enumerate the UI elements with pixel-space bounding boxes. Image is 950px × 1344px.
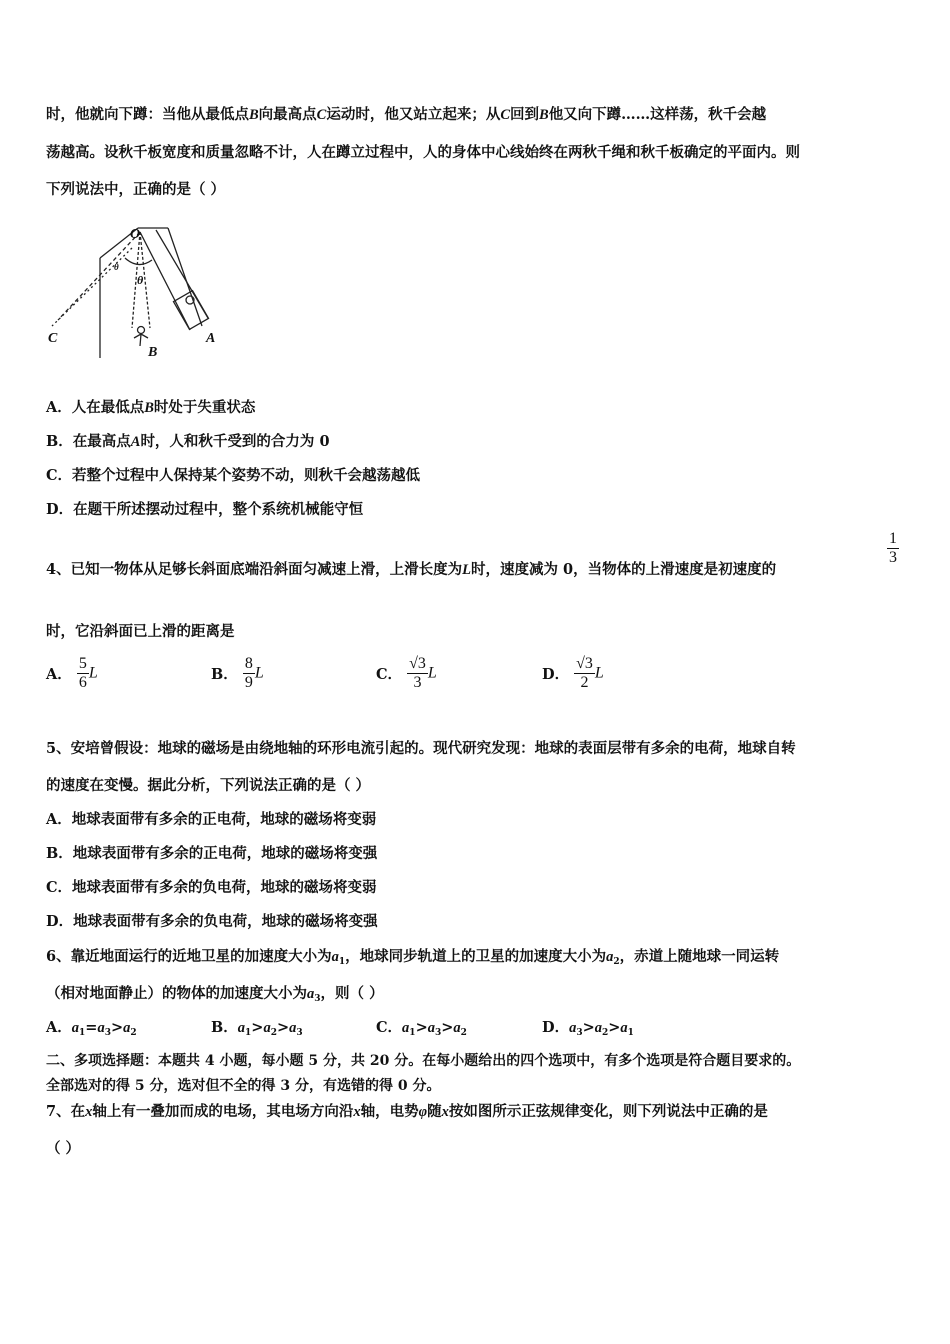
q3-stem-line3: 下列说法中，正确的是（ ） [46, 181, 226, 198]
q5-option-a: A．地球表面带有多余的正电荷，地球的磁场将变弱 [46, 811, 377, 828]
q4-option-c: C． $\frac{√3}{3}$ L [376, 655, 437, 691]
q4-stem-line2: 时，它沿斜面已上滑的距离是 [46, 623, 235, 640]
q3-option-a: A．人在最低点B时处于失重状态 [46, 399, 256, 416]
q6-stem-line1: 6、靠近地面运行的近地卫星的加速度大小为$a_1$，地球同步轨道上的卫星的加速度大小为$a_2$，赤道上随地球一同运转 [46, 948, 780, 967]
q3-option-c: C．若整个过程中人保持某个姿势不动，则秋千会越荡越低 [46, 467, 421, 484]
q6-option-c: C．$a_1>a_3>a_2$ [376, 1019, 467, 1038]
q4-option-a: A． $\frac{5}{6}$ L [46, 655, 98, 691]
person-b-head [138, 327, 145, 334]
label-a: A [206, 331, 216, 346]
label-angle-small: θ [114, 262, 119, 272]
q6-option-b: B．$a_1>a_2>a_3$ [211, 1019, 303, 1038]
rope-a1 [140, 232, 190, 330]
q5-option-c: C．地球表面带有多余的负电荷，地球的磁场将变弱 [46, 879, 377, 896]
q5-option-d: D．地球表面带有多余的负电荷，地球的磁场将变强 [46, 913, 378, 930]
label-theta: θ [137, 273, 144, 287]
q6-option-d: D．$a_3>a_2>a_1$ [542, 1019, 634, 1038]
label-b: B [148, 345, 158, 360]
q5-option-b: B．地球表面带有多余的正电荷，地球的磁场将变强 [46, 845, 378, 862]
q7-stem-line1: 7、在x轴上有一叠加而成的电场，其电场方向沿x轴，电势φ随x按如图所示正弦规律变化，则下列说法中正确的是 [46, 1103, 768, 1120]
q3-option-b: B．在最高点A时，人和秋千受到的合力为 0 [46, 433, 330, 450]
q6-stem-line2: （相对地面静止）的物体的加速度大小为$a_3$，则（ ） [46, 985, 384, 1004]
person-b-body [134, 334, 148, 346]
rope-c1 [58, 232, 140, 320]
q4-fraction-one-third: $\frac{1}{3}$ [889, 530, 897, 566]
q5-stem-line2: 的速度在变慢。据此分析，下列说法正确的是（ ） [46, 777, 371, 794]
label-c: C [48, 331, 58, 346]
q4-option-d: D． $\frac{√3}{2}$ L [542, 655, 604, 691]
swing-figure [40, 218, 230, 366]
q3-stem-line1: 时，他就向下蹲：当他从最低点B向最高点C运动时，他又站立起来；从C回到B他又向下蹲……这样荡，秋千会越 [46, 106, 767, 123]
q4-option-b: B． $\frac{8}{9}$ L [211, 655, 264, 691]
q7-stem-line2: （ ） [46, 1140, 81, 1157]
section2-heading-line2: 全部选对的得 5 分，选对但不全的得 3 分，有选错的得 0 分。 [46, 1078, 441, 1094]
q3-option-d: D．在题干所述摆动过程中，整个系统机械能守恒 [46, 501, 364, 518]
q5-stem-line1: 5、安培曾假设：地球的磁场是由绕地轴的环形电流引起的。现代研究发现：地球的表面层带有多余的电荷，地球自转 [46, 740, 796, 757]
q6-option-a: A．$a_1=a_3>a_2$ [46, 1019, 137, 1038]
angle-arc [125, 258, 152, 265]
label-o: O [130, 227, 141, 242]
q4-stem-line1: 4、已知一物体从足够长斜面底端沿斜面匀减速上滑，上滑长度为L时，速度减为 0，当物体的上滑速度是初速度的 [46, 561, 777, 578]
section2-heading-line1: 二、多项选择题：本题共 4 小题，每小题 5 分，共 20 分。在每小题给出的四个选项中，有多个选项是符合题目要求的。 [46, 1053, 801, 1069]
frame-right-edge [168, 228, 202, 326]
q3-stem-line2: 荡越高。设秋千板宽度和质量忽略不计，人在蹲立过程中，人的身体中心线始终在两秋千绳和秋千板确定的平面内。则 [46, 144, 800, 161]
